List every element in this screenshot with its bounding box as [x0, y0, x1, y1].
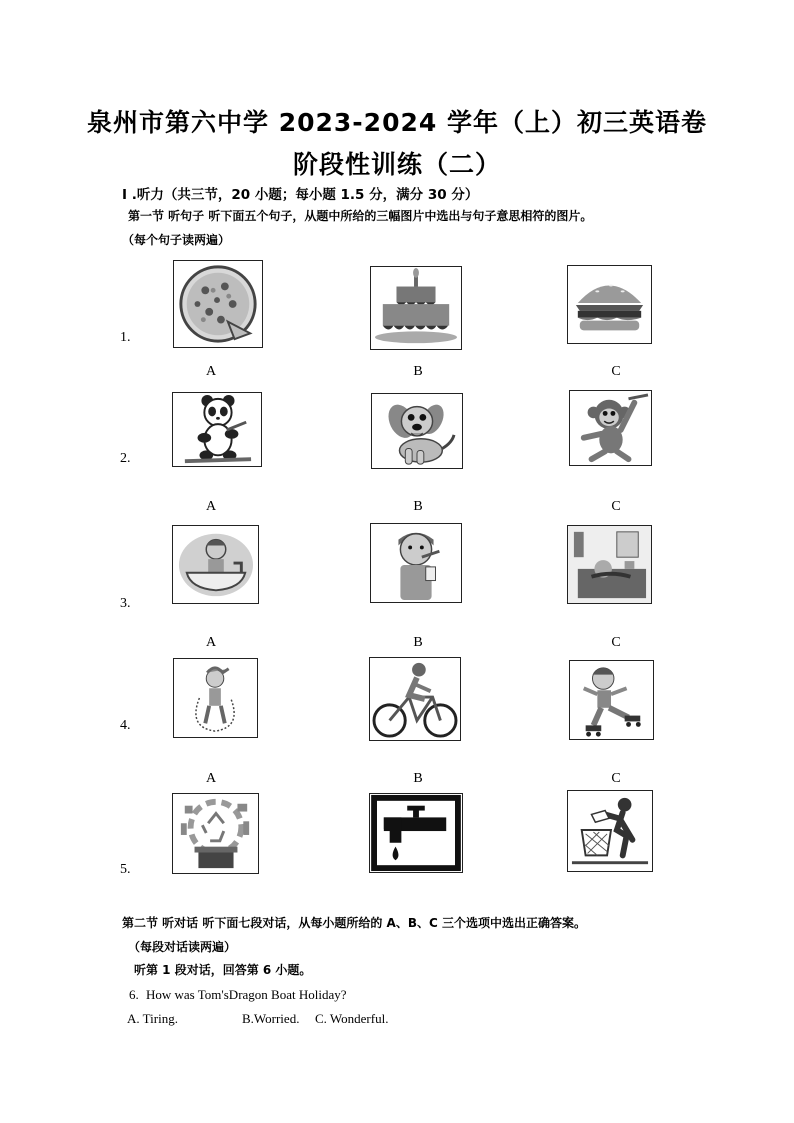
birthday-cake-icon[interactable] [370, 266, 462, 350]
answer-option-c[interactable]: C. Wonderful. [315, 1011, 389, 1026]
part2-note: （每段对话读两遍） [128, 940, 237, 954]
question-number: 6. [129, 987, 139, 1002]
option-label-b: B [413, 771, 423, 786]
litter-bin-icon[interactable] [567, 790, 653, 872]
question-6 [129, 987, 347, 1003]
option-label-c: C [611, 635, 621, 650]
question-number: 3. [120, 596, 131, 611]
question-number: 1. [120, 330, 131, 345]
sleeping-icon[interactable] [567, 525, 652, 604]
water-tap-icon[interactable] [369, 793, 463, 873]
option-label-a: A [205, 635, 217, 650]
option-label-c: C [611, 364, 621, 379]
dialogue-intro: 听第 1 段对话，回答第 6 小题。 [134, 963, 312, 977]
question-number: 2. [120, 451, 131, 466]
washing-hands-icon[interactable] [172, 525, 259, 604]
answer-option-b[interactable]: B.Worried. [242, 1011, 300, 1026]
option-label-a: A [205, 499, 217, 514]
page-title-line1: 泉州市第六中学 2023-2024 学年（上）初三英语卷 [87, 108, 707, 137]
option-label-b: B [413, 364, 423, 379]
hamburger-icon[interactable] [567, 265, 652, 344]
question-number: 5. [120, 862, 131, 877]
recycling-icon[interactable] [172, 793, 259, 874]
part1-instruction: 第一节 听句子 听下面五个句子，从题中所给的三幅图片中选出与句子意思相符的图片。 [128, 209, 593, 223]
brushing-teeth-icon[interactable] [370, 523, 462, 603]
option-label-c: C [611, 499, 621, 514]
jump-rope-icon[interactable] [173, 658, 258, 738]
part1-note: （每个句子读两遍） [122, 233, 231, 247]
part2-instruction: 第二节 听对话 听下面七段对话，从每小题所给的 A、B、C 三个选项中选出正确答案。 [122, 916, 586, 930]
question-text: How was Tom'sDragon Boat Holiday? [146, 987, 347, 1002]
option-label-c: C [611, 771, 621, 786]
panda-icon[interactable] [172, 392, 262, 467]
monkey-icon[interactable] [569, 390, 652, 466]
roller-skating-icon[interactable] [569, 660, 654, 740]
cycling-icon[interactable] [369, 657, 461, 741]
option-label-b: B [413, 499, 423, 514]
answer-option-a[interactable]: A. Tiring. [127, 1011, 178, 1026]
option-label-a: A [205, 364, 217, 379]
dog-icon[interactable] [371, 393, 463, 469]
option-label-a: A [205, 771, 217, 786]
section-heading-listening: I .听力（共三节，20 小题；每小题 1.5 分，满分 30 分） [122, 187, 479, 203]
option-label-b: B [413, 635, 423, 650]
page-title-line2: 阶段性训练（二） [292, 150, 501, 179]
pizza-icon[interactable] [173, 260, 263, 348]
question-number: 4. [120, 718, 131, 733]
